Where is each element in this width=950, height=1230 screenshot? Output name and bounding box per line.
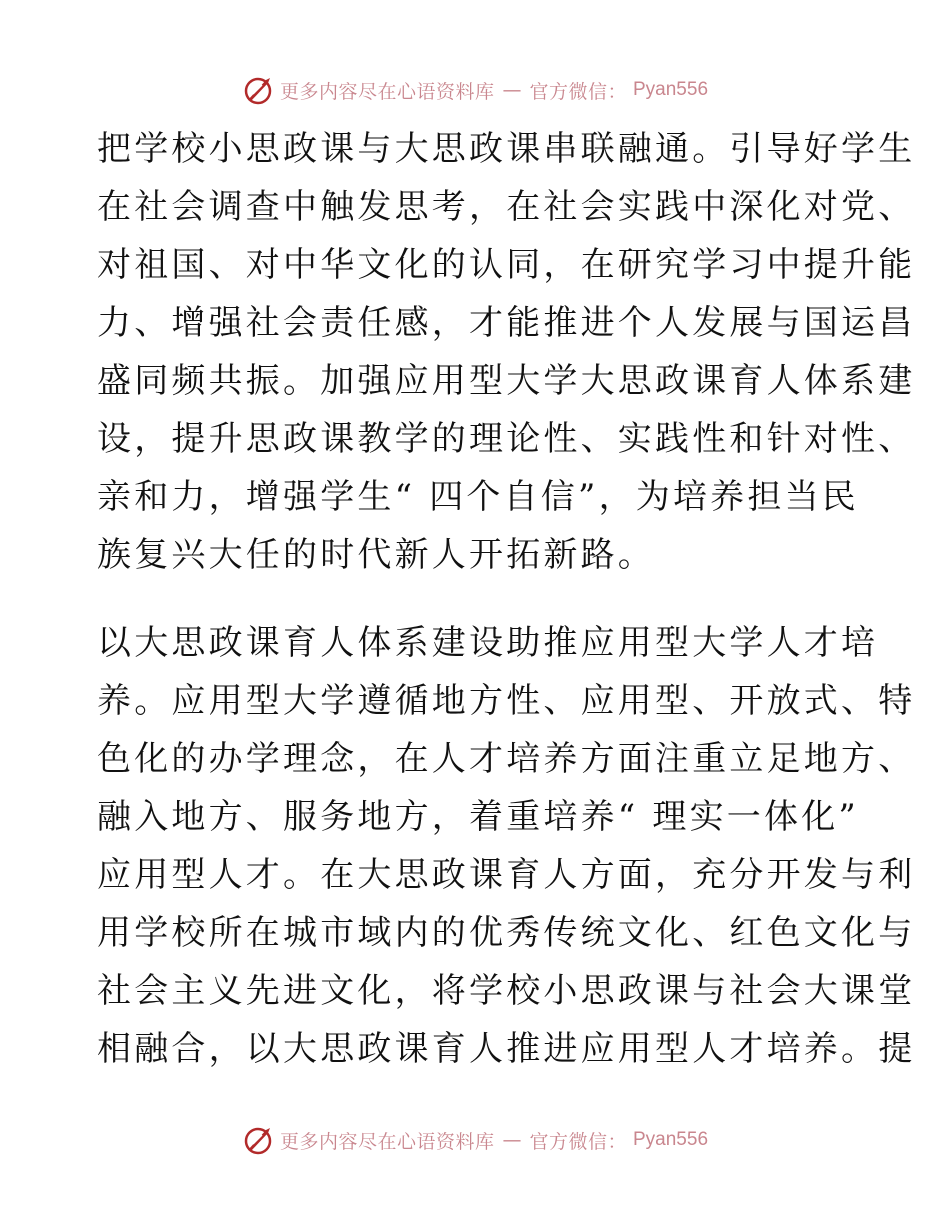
text-line: 力、增强社会责任感，才能推进个人发展与国运昌 <box>97 303 916 343</box>
text-line: 社会主义先进文化，将学校小思政课与社会大课堂 <box>97 971 916 1011</box>
watermark-wechat-id: Pyan556 <box>633 79 709 100</box>
text-line: 在社会调查中触发思考，在社会实践中深化对党、 <box>97 187 916 227</box>
text-line: 用学校所在城市域内的优秀传统文化、红色文化与 <box>97 913 916 953</box>
text-line: 以大思政课育人体系建设助推应用型大学人才培 <box>97 623 879 663</box>
quill-logo-icon <box>242 74 274 106</box>
text-line: 把学校小思政课与大思政课串联融通。引导好学生 <box>97 129 916 169</box>
text-line: 色化的办学理念，在人才培养方面注重立足地方、 <box>97 739 916 779</box>
text-line: 相融合，以大思政课育人推进应用型人才培养。提 <box>97 1029 916 1069</box>
watermark-official-label: 官方微信： <box>529 80 627 103</box>
footer-watermark <box>0 1120 950 1160</box>
header-watermark <box>0 70 950 110</box>
text-line: 对祖国、对中华文化的认同，在研究学习中提升能 <box>97 245 916 285</box>
watermark-separator: — <box>502 79 522 101</box>
document-body <box>97 120 916 1078</box>
text-line: 应用型人才。在大思政课育人方面，充分开发与利 <box>97 855 916 895</box>
watermark-text: 更多内容尽在心语资料库 <box>279 80 495 103</box>
quill-logo-icon <box>242 1124 274 1156</box>
text-line: 设，提升思政课教学的理论性、实践性和针对性、 <box>97 419 916 459</box>
watermark-separator: — <box>502 1129 522 1151</box>
watermark-official-label: 官方微信： <box>529 1130 627 1153</box>
paragraph-2 <box>97 614 916 1078</box>
text-line: 族复兴大任的时代新人开拓新路。 <box>97 535 655 575</box>
paragraph-spacer <box>97 584 857 614</box>
text-line: 盛同频共振。加强应用型大学大思政课育人体系建 <box>97 361 916 401</box>
watermark-group <box>242 74 708 106</box>
watermark-text: 更多内容尽在心语资料库 <box>279 1130 495 1153</box>
paragraph-1 <box>97 120 916 584</box>
text-line: 融入地方、服务地方，着重培养“ 理实一体化” <box>97 797 859 837</box>
text-line: 养。应用型大学遵循地方性、应用型、开放式、特 <box>97 681 916 721</box>
watermark-wechat-id: Pyan556 <box>633 1129 709 1150</box>
text-line: 亲和力，增强学生“ 四个自信”，为培养担当民 <box>97 477 859 517</box>
watermark-group <box>242 1124 708 1156</box>
